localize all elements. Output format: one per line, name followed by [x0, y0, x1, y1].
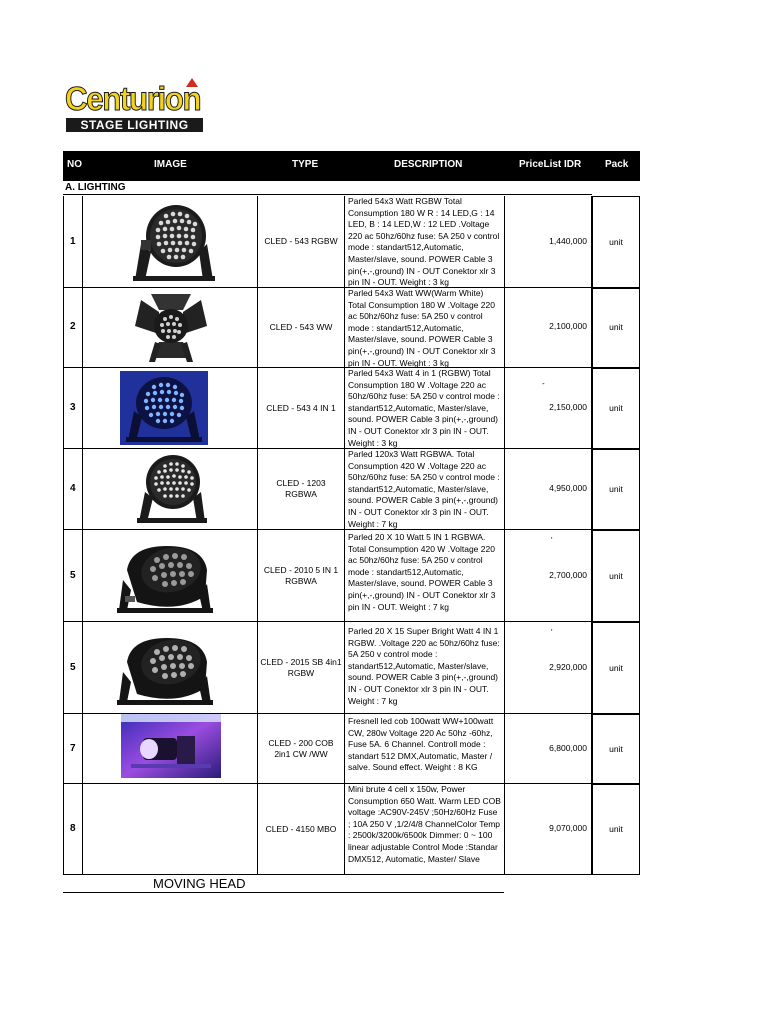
row-price-cell	[505, 784, 592, 875]
row-no-cell	[63, 449, 83, 530]
row-no-cell	[63, 196, 83, 288]
row-type: CLED - 2010 5 IN 1 RGBWA	[258, 530, 345, 622]
par-light-icon	[121, 202, 221, 284]
header-no: NO	[67, 159, 82, 170]
row-image-cell	[83, 196, 258, 288]
header-image: IMAGE	[154, 159, 187, 170]
row-description: Parled 54x3 Watt 4 in 1 (RGBW) Total Consumption 180 W .Voltage 220 ac 50hz/60hz fuse: 5A 250 v control mode : standart512,Automatic, Master/slave, sound. POWER Cable 3 pin(+,-,ground) IN - OUT Conektor xlr 3 pin IN - OUT. Weight : 3 kg	[345, 368, 505, 449]
row-image-cell	[83, 622, 258, 714]
row-price: 2,100,000	[549, 321, 587, 331]
fresnel-light-icon	[121, 714, 221, 778]
barndoor-light-icon	[121, 292, 221, 366]
par-light-superbright-icon	[117, 632, 217, 710]
row-pack-cell	[592, 196, 640, 288]
row-pack: unit	[609, 571, 623, 581]
row-pack-cell	[592, 368, 640, 449]
moving-head-divider	[63, 892, 504, 893]
row-pack-cell	[592, 622, 640, 714]
header-pack: Pack	[605, 159, 629, 170]
row-image-cell	[83, 288, 258, 368]
row-no-cell	[63, 368, 83, 449]
logo-subtitle: STAGE LIGHTING	[66, 118, 203, 132]
row-pack: unit	[609, 744, 623, 754]
row-price-cell	[505, 714, 592, 784]
row-pack: unit	[609, 322, 623, 332]
row-image-cell	[83, 530, 258, 622]
header-type: TYPE	[292, 159, 319, 170]
row-image-cell	[83, 449, 258, 530]
row-price-cell	[505, 196, 592, 288]
row-type: CLED - 2015 SB 4in1 RGBW	[258, 622, 345, 714]
row-price: 9,070,000	[549, 823, 587, 833]
par-light-blue-icon	[120, 371, 208, 445]
row-type: CLED - 200 COB 2in1 CW /WW	[258, 714, 345, 784]
section-divider	[63, 194, 592, 195]
row-pack-cell	[592, 530, 640, 622]
row-no: 5	[70, 570, 76, 581]
row-description: Parled 54x3 Watt WW(Warm White) Total Consumption 180 W .Voltage 220 ac 50hz/60hz fuse: 5A 250 v control mode : standart512,Automatic, Master/slave, sound. POWER Cable 3 pin(+,-,ground) IN - OUT Conektor xlr 3 pin IN - OUT. Weight : 3 kg	[345, 288, 505, 368]
row-pack-cell	[592, 449, 640, 530]
row-price-cell	[505, 368, 592, 449]
table-row	[63, 449, 592, 530]
row-no: 3	[70, 402, 76, 413]
par-light-rgbwa-icon	[135, 452, 207, 526]
row-pack: unit	[609, 237, 623, 247]
row-pack: unit	[609, 484, 623, 494]
row-no: 1	[70, 236, 76, 247]
row-no-cell	[63, 622, 83, 714]
table-row	[63, 714, 592, 784]
row-image-cell	[83, 368, 258, 449]
row-price: 2,150,000	[549, 402, 587, 412]
row-price: 6,800,000	[549, 743, 587, 753]
row-price-cell	[505, 622, 592, 714]
row-description: Parled 20 X 10 Watt 5 IN 1 RGBWA. Total Consumption 420 W .Voltage 220 ac 50hz/60hz fuse: 5A 250 v control mode : standart512,Automatic, Master/slave, sound. POWER Cable 3 pin(+,-,ground) IN - OUT Conektor xlr 3 pin IN - OUT. Weight : 7 kg	[345, 530, 505, 622]
row-no-cell	[63, 714, 83, 784]
row-pack-cell	[592, 714, 640, 784]
row-price: 1,440,000	[549, 236, 587, 246]
row-pack: unit	[609, 824, 623, 834]
row-type: CLED - 543 WW	[258, 288, 345, 368]
row-price-cell	[505, 530, 592, 622]
row-type: CLED - 543 4 IN 1	[258, 368, 345, 449]
table-row	[63, 784, 592, 875]
row-pack: unit	[609, 403, 623, 413]
table-header	[63, 151, 640, 181]
row-no-cell	[63, 288, 83, 368]
row-price-cell	[505, 288, 592, 368]
table-row	[63, 196, 592, 288]
row-description: Parled 54x3 Watt RGBW Total Consumption 180 W R : 14 LED,G : 14 LED, B : 14 LED,W : 12 LED .Voltage 220 ac 50hz/60hz fuse: 5A 250 v control mode : standart512,Automatic, Master/slave, sound. POWER Cable 3 pin(+,-,ground) IN - OUT Conektor xlr 3 pin IN - OUT. Weight : 3 kg	[345, 196, 505, 288]
row-type: CLED - 1203 RGBWA	[258, 449, 345, 530]
row-image-cell	[83, 784, 258, 875]
row-no: 4	[70, 483, 76, 494]
row-description: Fresnell led cob 100watt WW+100watt CW, 280w Voltage 220 Ac 50hz -60hz, Fuse 5A. 6 Channel. Controll mode : standart 512 DMX,Automatic, Master / salve. Sound effect. Weight : 8 KG	[345, 714, 505, 784]
section-moving-head: MOVING HEAD	[153, 876, 246, 891]
table-row	[63, 368, 592, 449]
table-row	[63, 288, 592, 368]
price-tick-mark: '	[551, 628, 553, 637]
row-no-cell	[63, 784, 83, 875]
header-description: DESCRIPTION	[394, 159, 463, 170]
row-type: CLED - 4150 MBO	[258, 784, 345, 875]
row-description: Mini brute 4 cell x 150w, Power Consumption 650 Watt. Warm LED COB voltage :AC90V-245V ;50Hz/60Hz Fuse ; 10A 250 V ,1/2/4/8 ChannelColor Temp : 2500k/3200k/6500k Dimmer: 0 ~ 100 linear adjustable Control Mode :Standar DMX512, Automatic, Master/ Slave	[345, 784, 505, 875]
table-row	[63, 622, 592, 714]
row-no: 2	[70, 321, 76, 332]
row-price-cell	[505, 449, 592, 530]
table-row	[63, 530, 592, 622]
row-no: 8	[70, 823, 76, 834]
row-pack-cell	[592, 784, 640, 875]
row-no: 7	[70, 743, 76, 754]
row-type: CLED - 543 RGBW	[258, 196, 345, 288]
par-light-5in1-icon	[117, 540, 217, 618]
price-tick-mark: '	[551, 536, 553, 545]
row-no: 5	[70, 662, 76, 673]
header-price: PriceList IDR	[519, 159, 582, 170]
row-no-cell	[63, 530, 83, 622]
row-description: Parled 20 X 15 Super Bright Watt 4 IN 1 RGBW. .Voltage 220 ac 50hz/60hz fuse: 5A 250 v control mode : standart512,Automatic, Master/slave, sound. POWER Cable 3 pin(+,-,ground) IN - OUT Conektor xlr 3 pin IN - OUT. Weight : 7 kg	[345, 622, 505, 714]
row-price: 4,950,000	[549, 483, 587, 493]
row-pack-cell	[592, 288, 640, 368]
centurion-logo	[63, 78, 205, 138]
logo-brand-text: Centurion	[65, 80, 201, 117]
section-lighting: A. LIGHTING	[65, 182, 126, 193]
row-price: 2,920,000	[549, 662, 587, 672]
row-price: 2,700,000	[549, 570, 587, 580]
row-description: Parled 120x3 Watt RGBWA. Total Consumption 420 W .Voltage 220 ac 50hz/60hz fuse: 5A 250 v control mode : standart512,Automatic, Master/slave, sound. POWER Cable 3 pin(+,-,ground) IN - OUT Conektor xlr 3 pin IN - OUT. Weight : 7 kg	[345, 449, 505, 530]
row-pack: unit	[609, 663, 623, 673]
price-tick-mark: -	[542, 379, 545, 388]
row-image-cell	[83, 714, 258, 784]
